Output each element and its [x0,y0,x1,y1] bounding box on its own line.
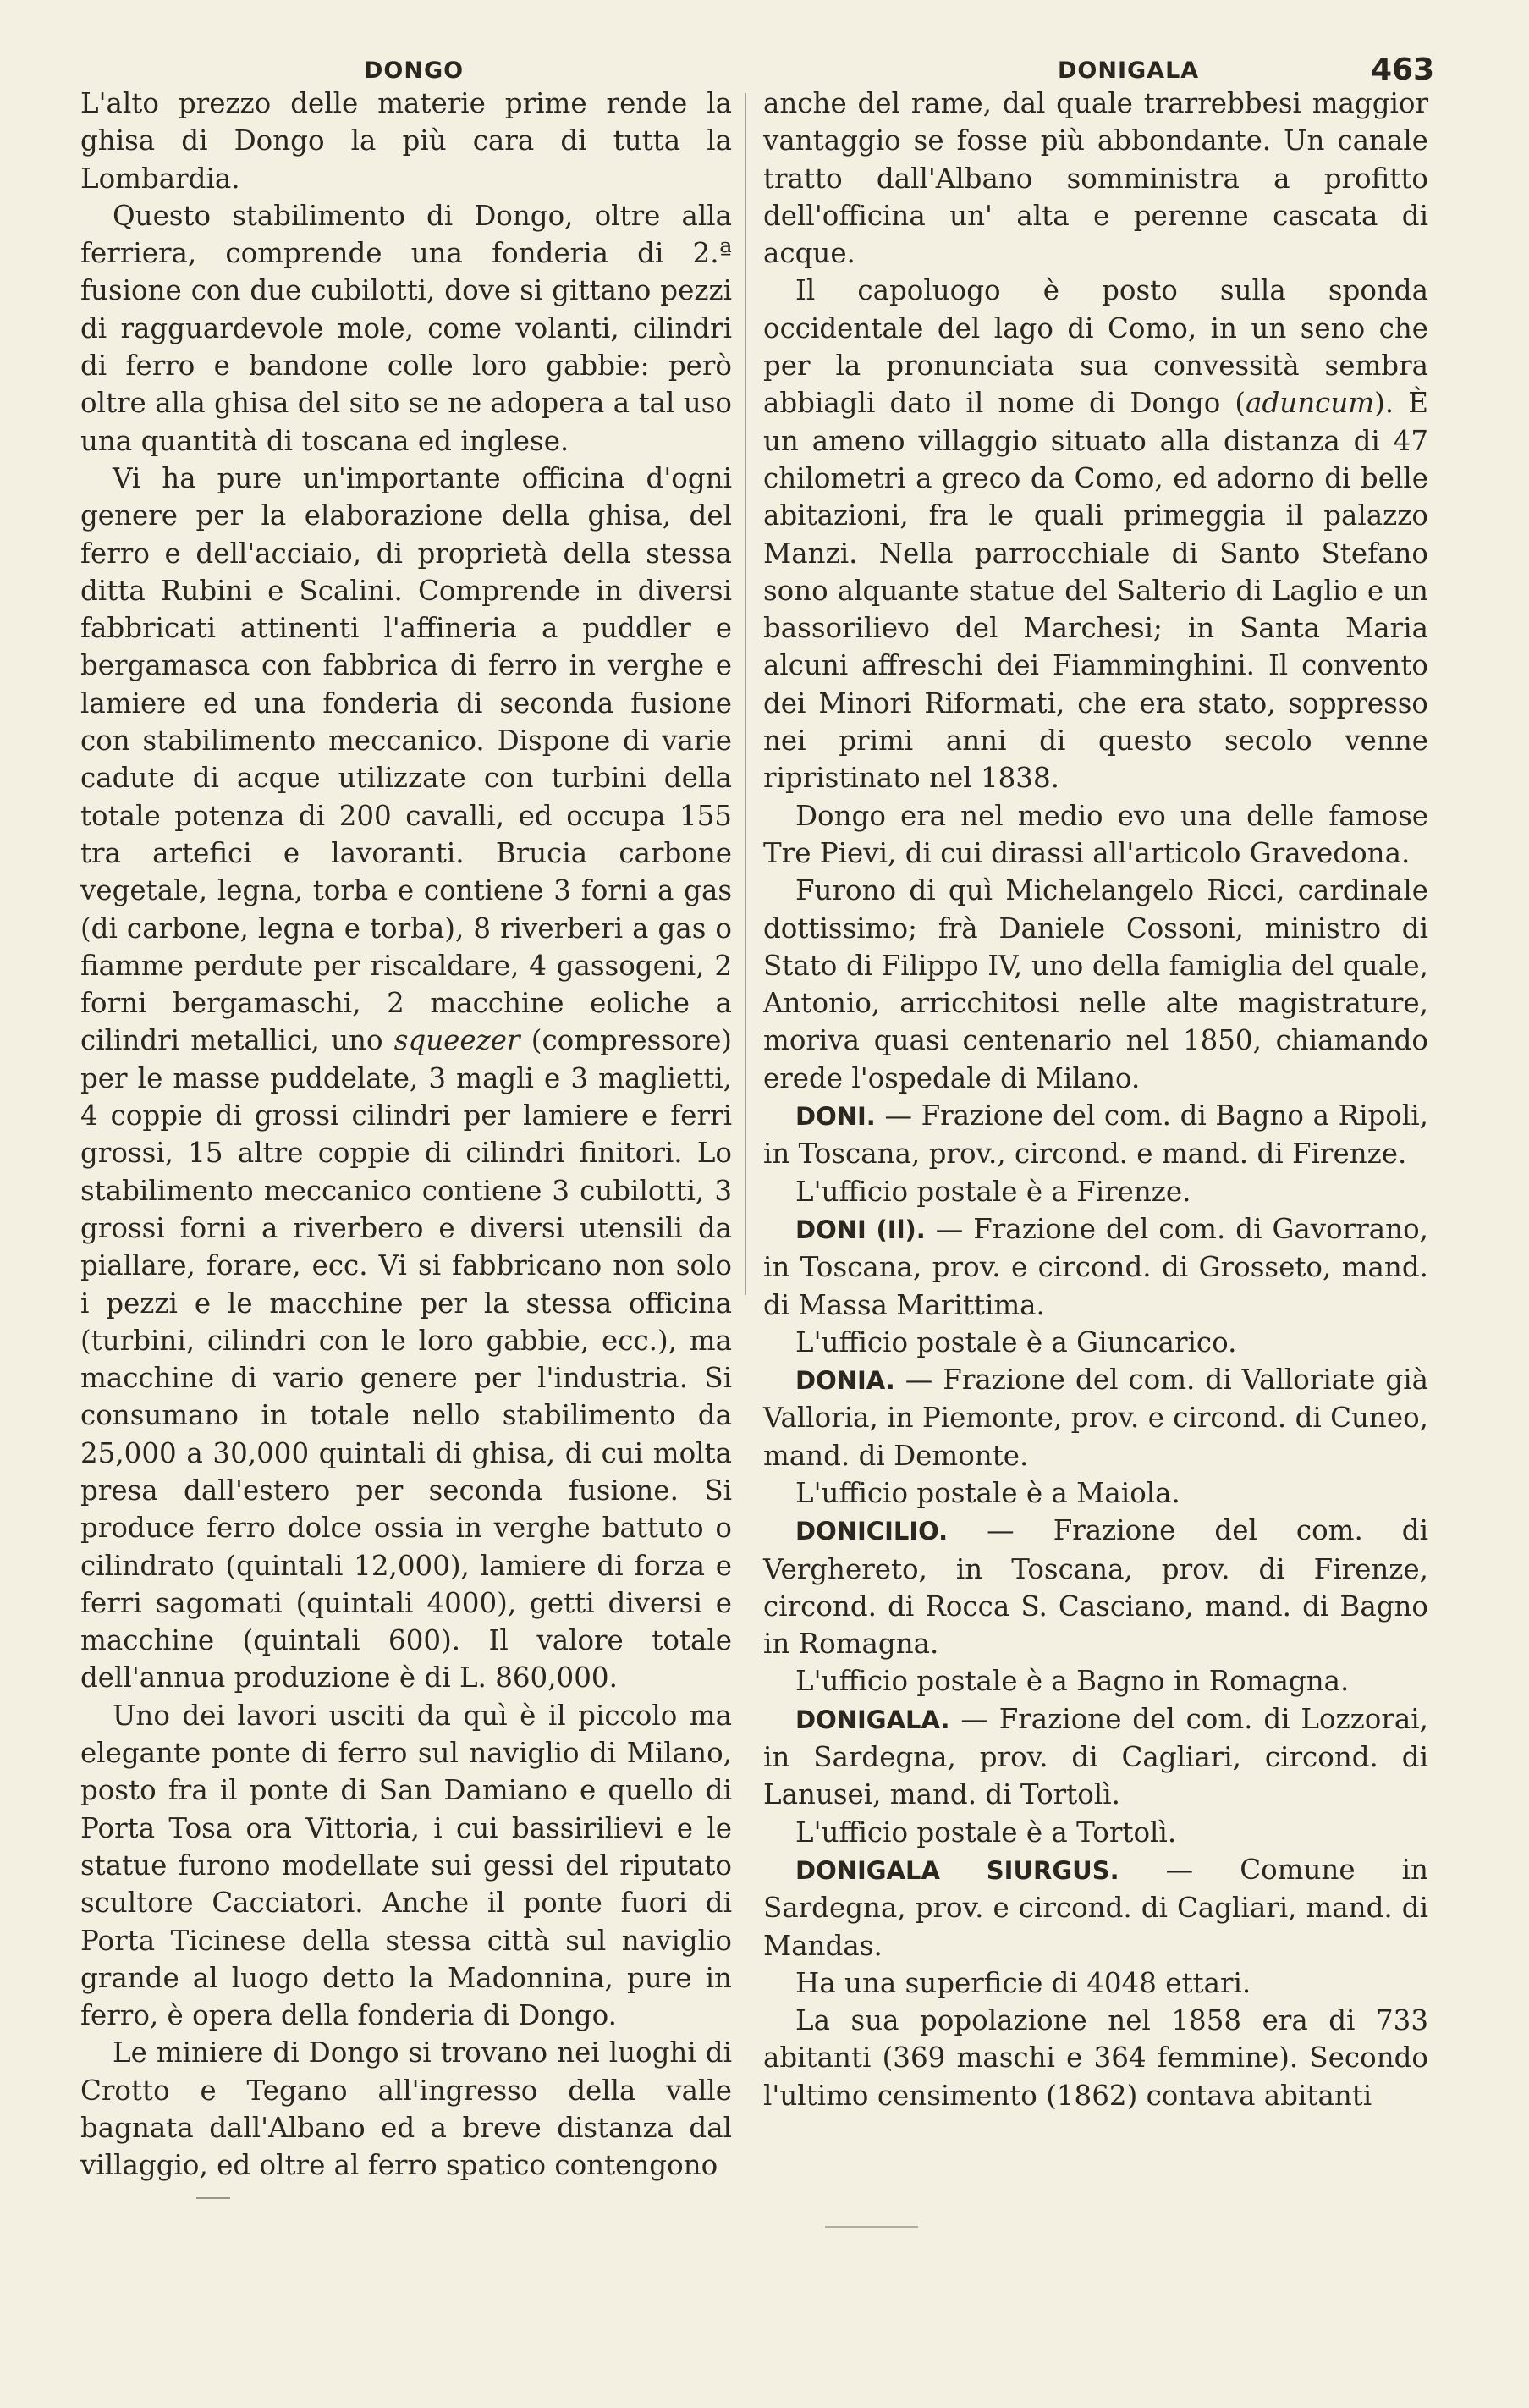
text-run: ). È un ameno villaggio situato alla distanza di 47 chilometri a greco da Como, ed adorno di belle abitazioni, fra le quali primeggia il palazzo Manzi. Nella parrocchiale di Santo Stefano sono alquante statue del Salterio di Laglio e un bassorilievo del Marchesi; in Santa Maria alcuni affreschi dei Fiamminghini. Il convento dei Minori Riformati, che era stato, soppresso nei primi anni di questo secolo venne ripristinato nel 1838. [763,387,1428,795]
header-left-keyword: DONGO [364,58,465,84]
text-run: Vi ha pure un'importante officina d'ogni genere per la elaborazione della ghisa, del ferro e dell'acciaio, di proprietà della stessa ditta Rubini e Scalini. Comprende in diversi fabbricati attinenti l'affineria a puddler e bergamasca con fabbrica di ferro in verghe e lamiere ed una fonderia di seconda fusione con stabilimento meccanico. Dispone di varie cadute di acque utilizzate con turbini della totale potenza di 200 cavalli, ed occupa 155 tra artefici e lavoranti. Brucia carbone vegetale, legna, torba e contiene 3 forni a gas (di carbone, legna e torba), 8 riverberi a gas o fiamme perdute per riscaldare, 4 gassogeni, 2 forni bergamaschi, 2 macchine eoliche a cilindri metallici, uno [80,461,732,1057]
entry-doni-il [763,1210,1428,1324]
header-right-keyword: DONIGALA [1058,58,1200,84]
entry-text: — Frazione del com. di Valloriate già Valloria, in Piemonte, prov. e circond. di Cuneo, mand. di Demonte. [763,1364,1428,1472]
left-column [80,85,732,2185]
entry-donigala [763,1700,1428,1814]
paragraph: Furono di quì Michelangelo Ricci, cardinale dottissimo; frà Daniele Cossoni, ministro di Stato di Filippo IV, uno della famiglia del quale, Antonio, arricchitosi nelle alte magistrature, moriva quasi centenario nel 1850, chiamando erede l'ospedale di Milano. [763,874,1428,1094]
entry-text: — Frazione del com. di Lozzorai, in Sardegna, prov. di Cagliari, circond. di Lanusei, mand. di Tortolì. [763,1702,1428,1811]
paragraph: anche del rame, dal quale trarrebbesi maggior vantaggio se fosse più abbondante. Un canale tratto dall'Albano somministra a profitto dell'officina un' alta e perenne cascata di acque. [763,87,1428,270]
entry-doni [763,1097,1428,1173]
paragraph [80,460,732,1697]
postal-note: L'ufficio postale è a Firenze. [795,1175,1191,1208]
entry-text: — Frazione del com. di Gavorrano, in Toscana, prov. e circond. di Grosseto, mand. di Massa Marittima. [763,1212,1428,1321]
postal-note: L'ufficio postale è a Giuncarico. [795,1325,1237,1358]
italic-term: aduncum [1246,387,1375,420]
entry-text: — Comune in Sardegna, prov. e circond. di Cagliari, mand. di Mandas. [763,1853,1428,1962]
text-run: (compressore) per le masse puddelate, 3 magli e 3 maglietti, 4 coppie di grossi cilindri per lamiere e ferri grossi, 15 altre coppie di cilindri finitori. Lo stabilimento meccanico contiene 3 cubilotti, 3 grossi forni a riverbero e diversi utensili da piallare, forare, ecc. Vi si fabbricano non solo i pezzi e le macchine per la stessa officina (turbini, cilindri con le loro gabbie, ecc.), ma macchine di vario genere per l'industria. Si consumano in totale nello stabilimento da 25,000 a 30,000 quintali di ghisa, di cui molta presa dall'estero per seconda fusione. Si produce ferro dolce ossia in verghe battuto o cilindrato (quintali 12,000), lamiere di forza e ferri sagomati (quintali 4000), getti diversi e macchine (quintali 600). Il valore totale dell'annua produzione è di L. 860,000. [80,1024,732,1694]
entry-donigala-siurgus [763,1851,1428,1964]
postal-note: L'ufficio postale è a Bagno in Romagna. [795,1665,1350,1698]
text-run: Il capoluogo è posto sulla sponda occidentale del lago di Como, in un seno che per la pronunciata sua convessità sembra abbiagli dato il nome di Dongo ( [763,274,1428,420]
right-column [763,85,1428,2114]
postal-note: L'ufficio postale è a Tortolì. [795,1816,1177,1849]
paragraph: Dongo era nel medio evo una delle famose Tre Pievi, di cui dirassi all'articolo Gravedona. [763,799,1428,869]
page-number: 463 [1371,52,1435,87]
entry-donia [763,1361,1428,1474]
entry-text: — Frazione del com. di Verghereto, in Toscana, prov. di Firenze, circond. di Rocca S. Casciano, mand. di Bagno in Romagna. [763,1514,1428,1661]
footer-mark [196,2197,230,2199]
postal-note: L'ufficio postale è a Maiola. [795,1476,1180,1509]
area-note: Ha una superficie di 4048 ettari. [795,1966,1251,1999]
entry-title: DONI. [795,1102,876,1132]
entry-title: DONIGALA. [795,1705,950,1734]
paragraph: L'alto prezzo delle materie prime rende la ghisa di Dongo la più cara di tutta la Lombardia. [80,87,732,195]
paragraph: Questo stabilimento di Dongo, oltre alla ferriera, comprende una fonderia di 2.ª fusione con due cubilotti, dove si gittano pezzi di ragguardevole mole, come volanti, cilindri di ferro e bandone colle loro gabbie: però oltre alla ghisa del sito se ne adopera a tal uso una quantità di toscana ed inglese. [80,199,732,457]
paragraph: Uno dei lavori usciti da quì è il piccolo ma elegante ponte di ferro sul naviglio di Milano, posto fra il ponte di San Damiano e quello di Porta Tosa ora Vittoria, i cui bassirilievi e le statue furono modellate sui gessi del riputato scultore Cacciatori. Anche il ponte fuori di Porta Ticinese della stessa città sul naviglio grande al luogo detto la Madonnina, pure in ferro, è opera della fonderia di Dongo. [80,1699,732,2032]
column-divider [745,93,746,1295]
paragraph: Le miniere di Dongo si trovano nei luoghi di Crotto e Tegano all'ingresso della valle bagnata dall'Albano ed a breve distanza dal villaggio, ed oltre al ferro spatico contengono [80,2036,732,2182]
entry-title: DONI (Il). [795,1215,926,1244]
entry-title: DONIA. [795,1366,895,1396]
paragraph [763,272,1428,796]
entry-donicilio [763,1512,1428,1662]
entry-text: — Frazione del com. di Bagno a Ripoli, in Toscana, prov., circond. e mand. di Firenze. [763,1099,1428,1171]
footer-mark [825,2226,918,2228]
population-note: La sua popolazione nel 1858 era di 733 abitanti (369 maschi e 364 femmine). Secondo l'ultimo censimento (1862) contava abitanti [763,2004,1428,2112]
italic-term: squeezer [393,1024,520,1057]
entry-title: DONICILIO. [795,1517,949,1546]
entry-title: DONIGALA SIURGUS. [795,1855,1119,1885]
